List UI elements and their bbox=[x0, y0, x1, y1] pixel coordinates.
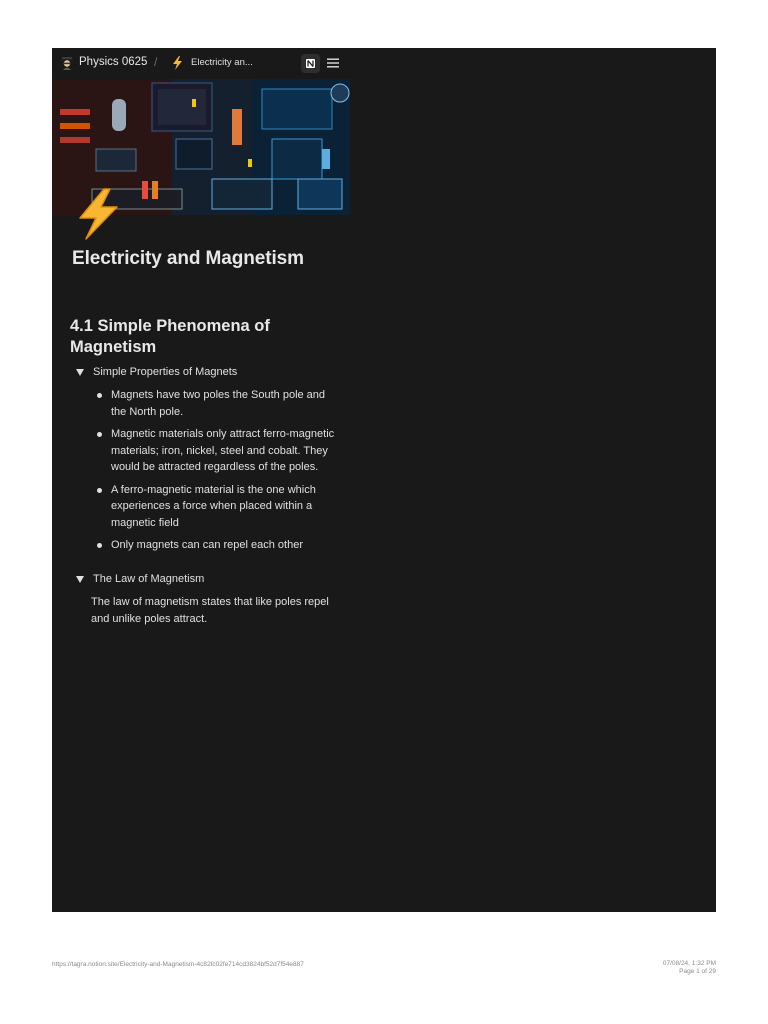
list-item-text: Magnetic materials only attract ferro-magnetic materials; iron, nickel, steel and cobalt. They would be attracted regardless of the poles. bbox=[111, 428, 335, 473]
breadcrumb-separator: / bbox=[154, 55, 158, 69]
lightning-icon bbox=[171, 56, 184, 70]
notion-page bbox=[52, 48, 716, 912]
top-bar bbox=[52, 48, 350, 80]
toggle-triangle-icon[interactable] bbox=[74, 573, 86, 585]
toggle-body-text: The law of magnetism states that like poles repel and unlike poles attract. bbox=[91, 596, 329, 625]
page-title: Electricity and Magnetism bbox=[72, 248, 304, 269]
bullet-icon bbox=[97, 543, 102, 548]
student-avatar-icon[interactable] bbox=[60, 56, 74, 70]
bullet-list bbox=[95, 387, 335, 560]
content-column bbox=[52, 48, 350, 912]
bullet-icon bbox=[97, 393, 102, 398]
footer-date: 07/08/24, 1:32 PM bbox=[662, 960, 716, 967]
notion-logo-icon bbox=[305, 58, 316, 69]
list-item-text: A ferro-magnetic material is the one which experiences a force when placed within a magnetic field bbox=[111, 483, 316, 529]
list-item bbox=[95, 387, 335, 420]
list-item-text: Only magnets can can repel each other bbox=[111, 539, 304, 551]
toggle-label: Simple Properties of Magnets bbox=[93, 366, 238, 378]
footer-meta bbox=[663, 960, 716, 976]
toggle-label: The Law of Magnetism bbox=[93, 573, 205, 585]
list-item bbox=[95, 482, 335, 532]
list-item-text: Magnets have two poles the South pole and the North pole. bbox=[111, 389, 326, 418]
bullet-icon bbox=[97, 488, 102, 493]
toggle-triangle-icon[interactable] bbox=[74, 366, 86, 378]
list-item bbox=[95, 426, 335, 476]
toggle-law-of-magnetism[interactable] bbox=[74, 573, 204, 585]
notion-logo-button[interactable] bbox=[301, 54, 320, 73]
hamburger-menu-icon[interactable] bbox=[326, 56, 340, 70]
toggle-simple-properties[interactable] bbox=[74, 366, 237, 378]
section-heading: 4.1 Simple Phenomena of Magnetism bbox=[70, 317, 270, 356]
page-lightning-icon bbox=[74, 188, 122, 240]
footer-url: https://tagra.notion.site/Electricity-and-Magnetism-4c82fc02fe714cd3824bf52d7f54e887 bbox=[52, 961, 304, 968]
footer-page-count: Page 1 of 29 bbox=[679, 968, 716, 975]
list-item bbox=[95, 537, 335, 554]
workspace-link[interactable]: Physics 0625 bbox=[79, 56, 148, 68]
bullet-icon bbox=[97, 432, 102, 437]
breadcrumb-page-link[interactable]: Electricity an... bbox=[191, 57, 253, 68]
